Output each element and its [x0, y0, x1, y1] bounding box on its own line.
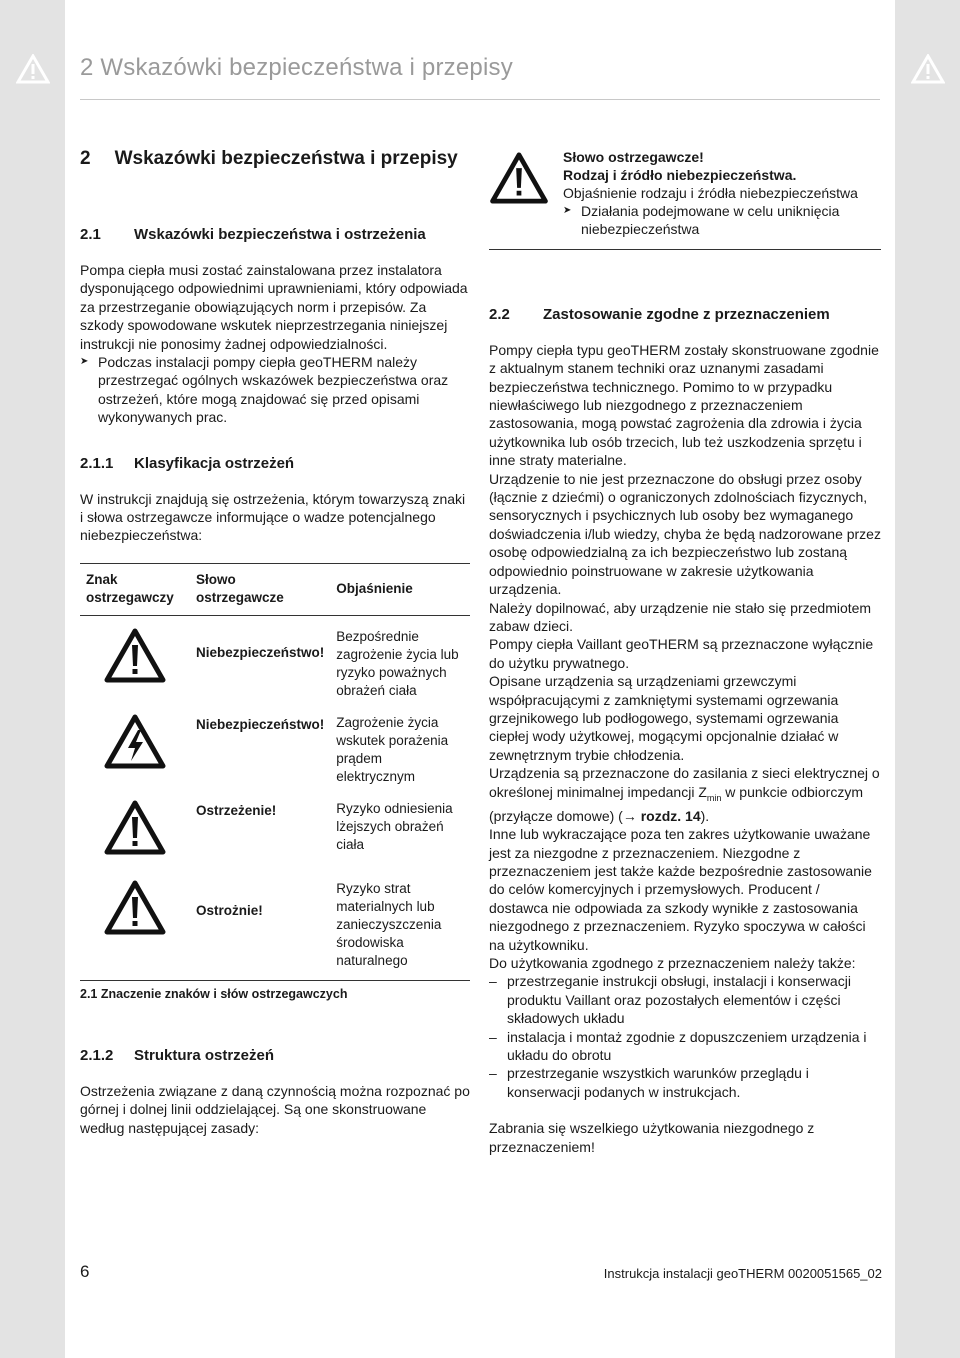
table-caption: 2.1 Znaczenie znaków i słów ostrzegawczych [80, 986, 348, 1001]
warning-action: ➤ Działania podejmowane w celu uniknięcia niebezpieczeństwa [563, 202, 881, 239]
section-title: Zastosowanie zgodne z przeznaczeniem [543, 305, 830, 323]
table-row [80, 710, 470, 796]
warning-hazard-type: Rodzaj i źródło niebezpieczeństwa. [563, 167, 797, 183]
signal-description: Ryzyko strat materialnych lub zanieczyszczenia środowiska naturalnego [336, 880, 442, 968]
chapter-title: Wskazówki bezpieczeństwa i przepisy [114, 148, 458, 169]
side-tab-right [895, 0, 960, 1358]
list-item: – przestrzeganie instrukcji obsługi, instalacji i konserwacji produktu Vaillant oraz pozostałych elementów i części składowych układu [489, 972, 881, 1027]
section-2-2-paragraph: Należy dopilnować, aby urządzenie nie stało się przedmiotem zabaw dzieci. [489, 599, 872, 634]
table-header: Słowo ostrzegawcze [196, 571, 284, 605]
warning-triangle-icon [911, 54, 945, 84]
section-title: Klasyfikacja ostrzeżeń [134, 454, 295, 472]
section-2-2-paragraph: Urządzenie to nie jest przeznaczone do obsługi przez osoby (łącznie z dziećmi) o ograniczonych zdolnościach fizycznych, sensorycznych i psychicznych lub osoby bez wymaganego doświadczenia i/lub wiedzy, chyba że będą nadzorowane przez osobę odpowiedzialną za ich bezpieczeństwo lub zostaną odpowiednio poinstruowane w zakresie użytkowania urządzenia. [489, 470, 881, 598]
warning-triangle-icon [104, 800, 166, 855]
signal-description: Bezpośrednie zagrożenie życia lub ryzyko poważnych obrażeń ciała [336, 628, 459, 698]
table-header-row [80, 563, 470, 615]
signal-word: Niebezpieczeństwo! [196, 716, 325, 732]
table-row [80, 615, 470, 710]
chapter-reference-link[interactable]: → rozdz. 14 [622, 807, 701, 824]
left-column [80, 148, 470, 1137]
list-item: – instalacja i montaż zgodnie z dopuszczeniem urządzenia i układu do obrotu [489, 1028, 881, 1065]
document-title: Instrukcja instalacji geoTHERM 0020051565_02 [603, 1266, 882, 1281]
warning-signal-word: Słowo ostrzegawcze! [563, 149, 704, 165]
right-column [489, 148, 881, 1156]
section-2-1-1-heading [80, 455, 470, 472]
section-2-1-heading [80, 226, 470, 243]
warning-classification-table [80, 563, 470, 981]
warning-triangle-icon [489, 152, 549, 204]
warning-triangle-icon [104, 628, 166, 683]
page-header [80, 40, 880, 100]
table-header: Objaśnienie [336, 580, 413, 596]
section-2-2-closing: Zabrania się wszelkiego użytkowania niezgodnego z przeznaczeniem! [489, 1120, 815, 1155]
warning-triangle-icon [104, 880, 166, 935]
section-number: 2.1.1 [80, 454, 114, 472]
section-title: Struktura ostrzeżeń [134, 1046, 275, 1064]
page-number: 6 [80, 1262, 90, 1281]
section-2-2-paragraph: Inne lub wykraczające poza ten zakres użytkowanie uważane jest za niezgodne z przeznaczeniem. Niezgodne z przeznaczeniem jest także każde bezpośrednie zastosowanie do celów komercyjnych i przemysłowych. Producent / dostawca nie odpowiada za szkody wynikłe z zastosowania niezgodnego z przeznaczeniem. Ryzyko spoczywa w całości na użytkowniku. [489, 826, 872, 953]
warning-triangle-icon [16, 54, 50, 84]
section-2-2-paragraph: Pompy ciepła typu geoTHERM zostały skonstruowane zgodnie z aktualnym stanem techniki oraz uznanymi zasadami bezpieczeństwa technicznego. Pomimo to w przypadku niewłaściwego lub niezgodnego z przeznaczeniem zastosowania, mogą powstać zagrożenia dla zdrowia i życia użytkownika lub osób trzecich, lub też uszkodzenia sprzętu i inne straty materialne. [489, 341, 879, 469]
chapter-number: 2 [80, 148, 91, 169]
section-number: 2.2 [489, 305, 510, 323]
section-2-1-2-paragraph: Ostrzeżenia związane z daną czynnością można rozpoznać po górnej i dolnej linii oddzielającej. Są one skonstruowane według następującej zasady: [80, 1082, 470, 1136]
signal-description: Zagrożenie życia wskutek porażenia prądem elektrycznym [336, 714, 449, 784]
side-tab-left [0, 0, 65, 1358]
section-2-2-paragraph: Pompy ciepła Vaillant geoTHERM są przeznaczone wyłącznie do użytku prywatnego. [489, 636, 874, 671]
section-2-1-instruction: ➤ Podczas instalacji pompy ciepła geoTHERM należy przestrzegać ogólnych wskazówek bezpieczeństwa oraz ostrzeżeń, które mogą znajdować się przed opisami wykonywanych prac. [80, 353, 470, 427]
warning-explanation: Objaśnienie rodzaju i źródła niebezpieczeństwa [563, 185, 858, 201]
signal-word: Niebezpieczeństwo! [196, 644, 325, 660]
section-2-1-2-heading [80, 1047, 470, 1064]
section-2-2-impedance-paragraph: Urządzenia są przeznaczone do zasilania z sieci elektrycznej o określonej minimalnej impedancji $Z_{min}$ w punkcie odbiorczym (przyłącze domowe) (→ rozdz. 14). [489, 765, 880, 824]
section-2-1-paragraph: Pompa ciepła musi zostać zainstalowana przez instalatora dysponującego odpowiednimi uprawnieniami, który odpowiada za przestrzeganie obowiązujących norm i przepisów. Za szkody spowodowane wskutek nieprzestrzegania niniejszej instrukcji nie ponosimy żadnej odpowiedzialności. [80, 262, 468, 352]
electric-hazard-icon [104, 714, 166, 769]
table-header: Znak ostrzegawczy [86, 571, 174, 605]
header-title: 2 Wskazówki bezpieczeństwa i przepisy [80, 54, 513, 81]
table-row [80, 876, 470, 981]
warning-structure-example [489, 148, 881, 250]
section-number: 2.1.2 [80, 1046, 114, 1064]
section-2-1-1-paragraph: W instrukcji znajdują się ostrzeżenia, którym towarzyszą znaki i słowa ostrzegawcze informujące o wadze potencjalnego niebezpieczeństwa: [80, 490, 466, 544]
section-2-2-heading [489, 306, 881, 323]
section-2-2-list-intro: Do użytkowania zgodnego z przeznaczeniem należy także: [489, 955, 856, 972]
table-row [80, 796, 470, 876]
list-item: – przestrzeganie wszystkich warunków przeglądu i konserwacji podanych w instrukcjach. [489, 1064, 881, 1101]
section-number: 2.1 [80, 226, 101, 243]
signal-description: Ryzyko odniesienia lżejszych obrażeń ciała [336, 800, 453, 852]
signal-word: Ostrzeżenie! [196, 802, 277, 818]
section-2-2-paragraph: Opisane urządzenia są urządzeniami grzewczymi współpracującymi z zamkniętymi systemami ogrzewania grzejnikowego lub podłogowego, systemami ogrzewania ciepłej wody użytkowej, mogącymi opcjonalnie działać w zewnętrznym trybie chłodzenia. [489, 673, 839, 763]
section-title: Wskazówki bezpieczeństwa i ostrzeżenia [134, 226, 426, 243]
chapter-heading [80, 148, 470, 170]
signal-word: Ostrożnie! [196, 902, 263, 918]
